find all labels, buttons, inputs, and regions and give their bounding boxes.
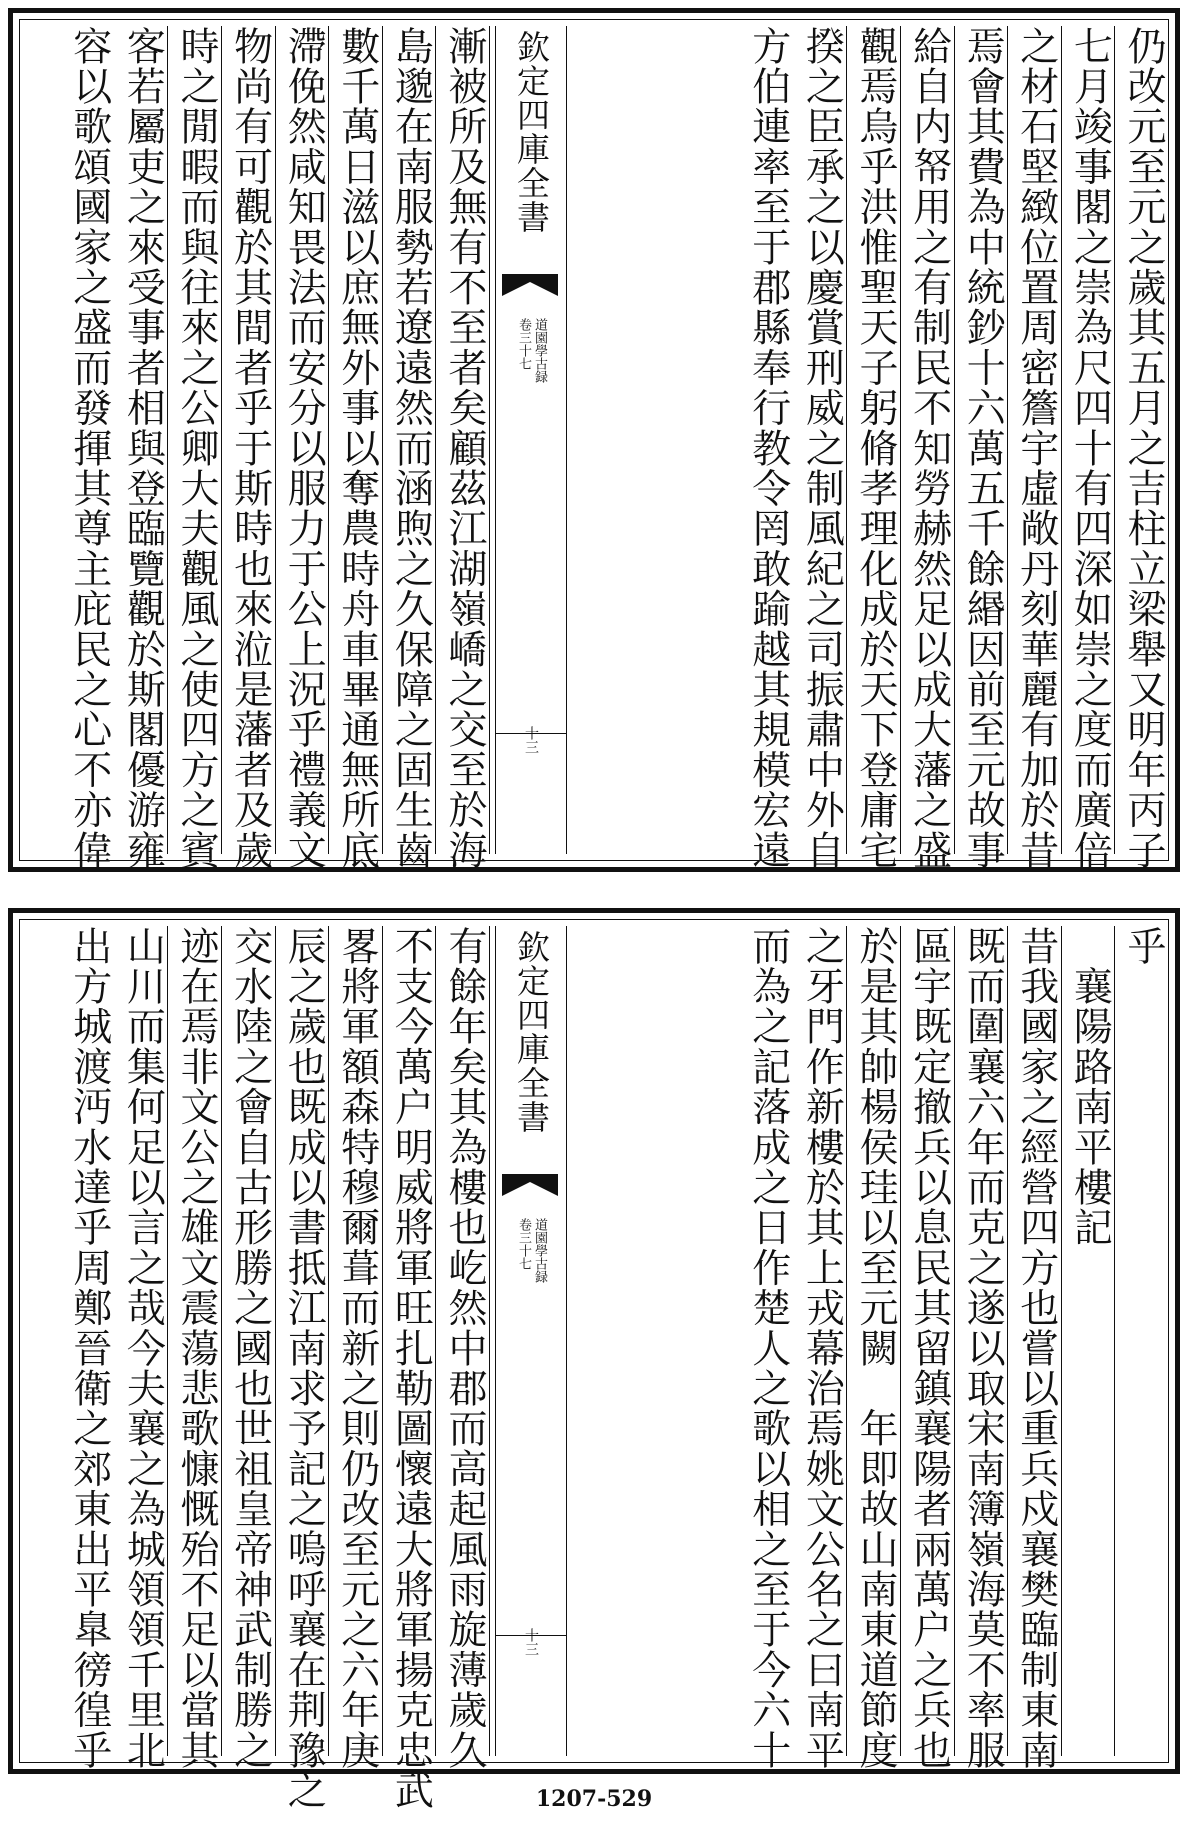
column-text: 之材石堅緻位置周密簷宇虛敞丹刻華麗有加於昔 [1013,26,1059,871]
column-text: 乎 [1121,926,1166,967]
column-text: 方伯連率至于郡縣奉行教令罔敢踰越其規模宏遠 [745,26,791,871]
column-text: 襄陽路南平樓記 [1067,926,1113,1248]
center-page-number-top: 十三 [523,726,539,754]
column-text: 出方城渡沔水達乎周鄭晉衛之郊東出平臯徬徨乎 [66,926,112,1771]
center-subtitle-top [516,318,546,383]
page-top-frame [19,19,1169,871]
text-column [334,26,380,871]
text-column [745,926,791,1771]
column-text: 而為之記落成之日作楚人之歌以相之至于今六十 [745,926,791,1771]
center-title-top: 欽定四庫全書 [512,30,551,234]
text-column [280,26,327,871]
text-column [798,926,845,1771]
text-column [441,26,487,871]
text-column [173,926,219,1771]
text-column [387,26,434,871]
text-column [227,926,273,1771]
center-column-bottom [495,926,567,1756]
center-subtitle-volume: 卷三十七 [516,1218,531,1270]
text-column [906,926,952,1771]
column-text: 畧將軍額森特穆爾葺而新之則仍改至元之六年庚 [334,926,380,1771]
text-column [441,926,487,1771]
column-text: 數千萬日滋以庶無外事以奪農時舟車畢通無所底 [334,26,380,871]
page-top-half [8,8,1180,872]
column-text: 觀焉烏乎洪惟聖天子躬脩孝理化成於天下登庸宅 [853,26,898,871]
column-text: 焉會其費為中統鈔十六萬五千餘緡因前至元故事 [960,26,1006,871]
text-column [798,26,845,871]
text-column [852,26,898,871]
column-text: 交水陸之會自古形勝之國也世祖皇帝神武制勝之 [227,926,273,1771]
column-text: 給自内帑用之有制民不知勞赫然足以成大藩之盛 [906,26,952,871]
text-column [1120,926,1166,1756]
text-column [959,926,1006,1771]
column-text: 仍改元至元之歲其五月之吉柱立梁舉又明年丙子 [1121,26,1166,871]
column-text: 物尚有可觀於其間者乎于斯時也來涖是藩者及歲 [227,26,273,871]
text-column [334,926,380,1771]
text-column [173,26,219,871]
column-text: 山川而集何足以言之哉今夫襄之為城領領千里北 [120,926,166,1771]
page-footer-number: 1207-529 [535,1786,653,1812]
text-column [959,26,1006,871]
text-column [906,26,952,871]
text-column [1066,926,1112,1756]
text-column [1013,26,1059,871]
center-subtitle-volume: 卷三十七 [516,318,531,370]
text-column [66,26,112,871]
column-text: 昔我國家之經營四方也嘗以重兵戍襄樊臨制東南 [1013,926,1059,1771]
text-column [227,26,273,871]
text-column [387,926,434,1811]
text-column [119,26,166,871]
column-text: 時之閒暇而與往來之公卿大夫觀風之使四方之賓 [174,26,219,871]
text-column [280,926,327,1811]
text-column [1120,26,1166,871]
column-text: 滯俛然咸知畏法而安分以服力于公上況乎禮義文 [281,26,327,871]
column-text: 有餘年矣其為樓也屹然中郡而高起風雨旋薄歲久 [442,926,487,1771]
column-text: 七月竣事閣之崇為尺四十有四深如崇之度而廣倍 [1067,26,1113,871]
column-text: 辰之歲也既成以書抵江南求予記之嗚呼襄在荆豫之 [281,926,327,1811]
text-column [1013,926,1059,1771]
column-text: 島邈在南服勢若遼遠然而涵煦之久保障之固生齒 [388,26,434,871]
center-title-bottom: 欽定四庫全書 [512,930,551,1134]
column-text: 既而圍襄六年而克之遂以取宋南簿嶺海莫不率服 [960,926,1006,1771]
column-text: 不支今萬户明威將軍旺扎勒圖懷遠大將軍揚克忠武 [388,926,434,1811]
center-subtitle-book: 道園學古録 [532,318,547,383]
text-column [119,926,166,1771]
center-subtitle-bottom [516,1218,546,1283]
text-column [66,926,112,1771]
text-column [1066,26,1113,871]
fish-tail-mark-icon [502,1174,558,1196]
column-text: 漸被所及無有不至者矣顧茲江湖嶺嶠之交至於海 [442,26,487,871]
column-text: 客若屬吏之來受事者相與登臨覽觀於斯閣優游雍 [120,26,166,871]
column-text: 迹在焉非文公之雄文震蕩悲歌慷慨殆不足以當其 [174,926,219,1771]
column-text: 之牙門作新樓於其上戎幕治焉姚文公名之曰南平 [799,926,845,1771]
fish-tail-mark-icon [502,274,558,296]
center-column-top [495,26,567,854]
column-text: 揆之臣承之以慶賞刑威之制風紀之司振肅中外自 [799,26,845,871]
column-text: 區宇既定撤兵以息民其留鎮襄陽者兩萬户之兵也 [906,926,952,1771]
center-subtitle-book: 道園學古録 [532,1218,547,1283]
column-text: 容以歌頌國家之盛而發揮其尊主庇民之心不亦偉 [66,26,112,871]
text-column [745,26,791,871]
column-text: 於是其帥楊侯珪以至元闕 年即故山南東道節度 [853,926,898,1771]
text-column [852,926,898,1771]
center-page-number-bottom: 十三 [523,1628,539,1656]
